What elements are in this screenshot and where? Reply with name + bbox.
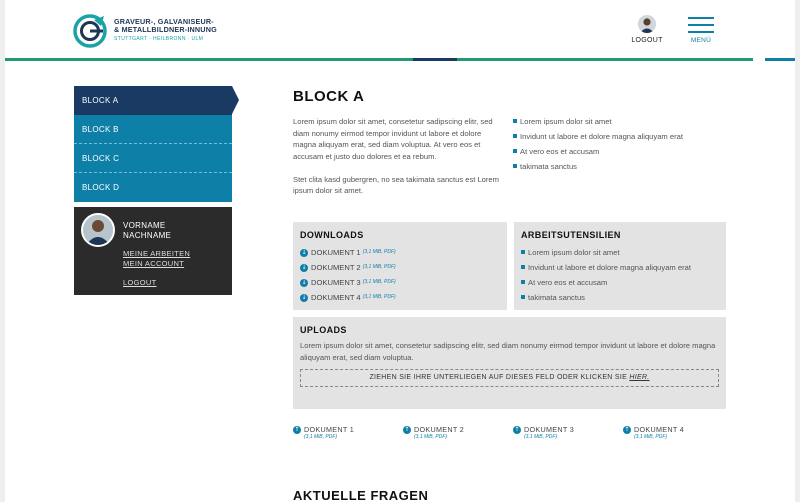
file-name: DOKUMENT 3: [524, 425, 574, 434]
download-icon: ↓: [301, 278, 307, 286]
file-meta: (3,1 MiB, PDF): [304, 434, 338, 440]
tools-list: [521, 245, 719, 305]
download-icon: ↓: [301, 248, 307, 256]
file-name: DOKUMENT 1: [304, 425, 354, 434]
dropzone-link[interactable]: HIER.: [629, 374, 650, 381]
section-title-current-questions: AKTUELLE FRAGEN: [293, 488, 429, 502]
download-name: DOKUMENT 1: [311, 248, 361, 257]
download-icon: ↓: [301, 263, 307, 271]
link-logout[interactable]: LOGOUT: [123, 278, 157, 287]
file-name: DOKUMENT 2: [414, 425, 464, 434]
page-title: BLOCK A: [293, 88, 365, 105]
hamburger-icon: [688, 17, 714, 19]
sidebar-nav: [74, 86, 232, 202]
menu-label: MENÜ: [690, 37, 712, 44]
intro-bullet-list: [513, 114, 733, 174]
uploads-title: UPLOADS: [300, 325, 347, 335]
download-icon: ↓: [301, 293, 307, 301]
download-link-1[interactable]: [300, 245, 500, 260]
list-item: Lorem ipsum dolor sit amet: [521, 245, 719, 260]
user-name: [123, 221, 171, 241]
uploads-description: Lorem ipsum dolor sit amet, consetetur sadipscing elitr, sed diam nonumy eirmod tempor invidunt ut labore et dolore magna aliquyam erat, sed diam voluptua.: [300, 341, 716, 362]
download-meta: (3,1 MiB, PDF): [362, 294, 396, 300]
tools-title: ARBEITSUTENSILIEN: [521, 230, 621, 240]
list-item: takimata sanctus: [521, 290, 719, 305]
header-logout-label: LOGOUT: [631, 37, 663, 44]
file-meta: (3,1 MiB, PDF): [634, 434, 668, 440]
download-meta: (3,1 MiB, PDF): [362, 264, 396, 270]
download-meta: (3,1 MiB, PDF): [362, 249, 396, 255]
site-header: [5, 0, 795, 58]
download-name: DOKUMENT 2: [311, 263, 361, 272]
download-meta: (3,1 MiB, PDF): [362, 279, 396, 285]
tools-box: [514, 222, 726, 310]
brand-text: [114, 18, 217, 43]
upload-dropzone[interactable]: [300, 369, 719, 387]
sidebar-item-block-b[interactable]: BLOCK B: [74, 115, 232, 144]
list-item: Lorem ipsum dolor sit amet: [513, 114, 733, 129]
uploaded-file-3[interactable]: [513, 425, 613, 440]
downloads-title: DOWNLOADS: [300, 230, 364, 240]
list-item: takimata sanctus: [513, 159, 733, 174]
list-item: Invidunt ut labore et dolore magna aliquyam erat: [521, 260, 719, 275]
intro-paragraph-1: Lorem ipsum dolor sit amet, consetetur sadipscing elitr, sed diam nonumy eirmod tempor invidunt ut labore et dolore magna aliquyam erat, sed diam voluptua. At vero eos et accusam et justo duo dolores et ea rebum.: [293, 117, 493, 161]
header-stripe-blue: [765, 58, 795, 61]
header-stripe-teal-2: [457, 58, 753, 61]
menu-button[interactable]: [688, 17, 714, 44]
guild-logo-icon[interactable]: [73, 14, 107, 48]
sidebar-item-block-c[interactable]: BLOCK C: [74, 144, 232, 173]
document-icon: ↑: [294, 425, 300, 433]
header-stripe-teal: [5, 58, 413, 61]
download-link-2[interactable]: [300, 260, 500, 275]
list-item: Invidunt ut labore et dolore magna aliquyam erat: [513, 129, 733, 144]
uploads-box: [293, 317, 726, 409]
list-item: At vero eos et accusam: [521, 275, 719, 290]
brand-line-1: GRAVEUR-, GALVANISEUR-: [114, 17, 214, 26]
dropzone-text: ZIEHEN SIE IHRE UNTERLIEGEN AUF DIESES FELD ODER KLICKEN SIE: [369, 374, 628, 381]
intro-paragraph-2: Stet clita kasd gubergren, no sea takimata sanctus est Lorem ipsum dolor sit amet.: [293, 174, 499, 195]
link-my-works[interactable]: MEINE ARBEITEN: [123, 249, 191, 258]
brand-line-2: & METALLBILDNER-INNUNG: [114, 25, 217, 34]
download-name: DOKUMENT 3: [311, 278, 361, 287]
download-link-3[interactable]: [300, 275, 500, 290]
document-icon: ↑: [514, 425, 520, 433]
user-panel: [74, 207, 232, 295]
file-meta: (3,1 MiB, PDF): [524, 434, 558, 440]
page: [5, 0, 795, 502]
document-icon: ↑: [404, 425, 410, 433]
user-first-name: VORNAME: [123, 221, 166, 230]
downloads-box: [293, 222, 507, 310]
link-my-account[interactable]: MEIN ACCOUNT: [123, 259, 185, 268]
user-avatar-icon: [638, 15, 656, 33]
file-name: DOKUMENT 4: [634, 425, 684, 434]
sidebar-item-block-d[interactable]: BLOCK D: [74, 173, 232, 202]
header-logout-button[interactable]: [627, 15, 667, 44]
document-icon: ↑: [624, 425, 630, 433]
sidebar-item-block-a[interactable]: BLOCK A: [74, 86, 232, 115]
user-avatar: [81, 213, 115, 247]
download-name: DOKUMENT 4: [311, 293, 361, 302]
uploaded-file-4[interactable]: [623, 425, 723, 440]
download-link-4[interactable]: [300, 290, 500, 305]
user-last-name: NACHNAME: [123, 231, 172, 240]
uploaded-file-1[interactable]: [293, 425, 393, 440]
brand-subline: STUTTGART · HEILBRONN · ULM: [114, 36, 204, 42]
file-meta: (3,1 MiB, PDF): [414, 434, 448, 440]
list-item: At vero eos et accusam: [513, 144, 733, 159]
header-stripe-navy: [413, 58, 457, 61]
intro-text: [293, 116, 505, 208]
uploaded-file-2[interactable]: [403, 425, 503, 440]
